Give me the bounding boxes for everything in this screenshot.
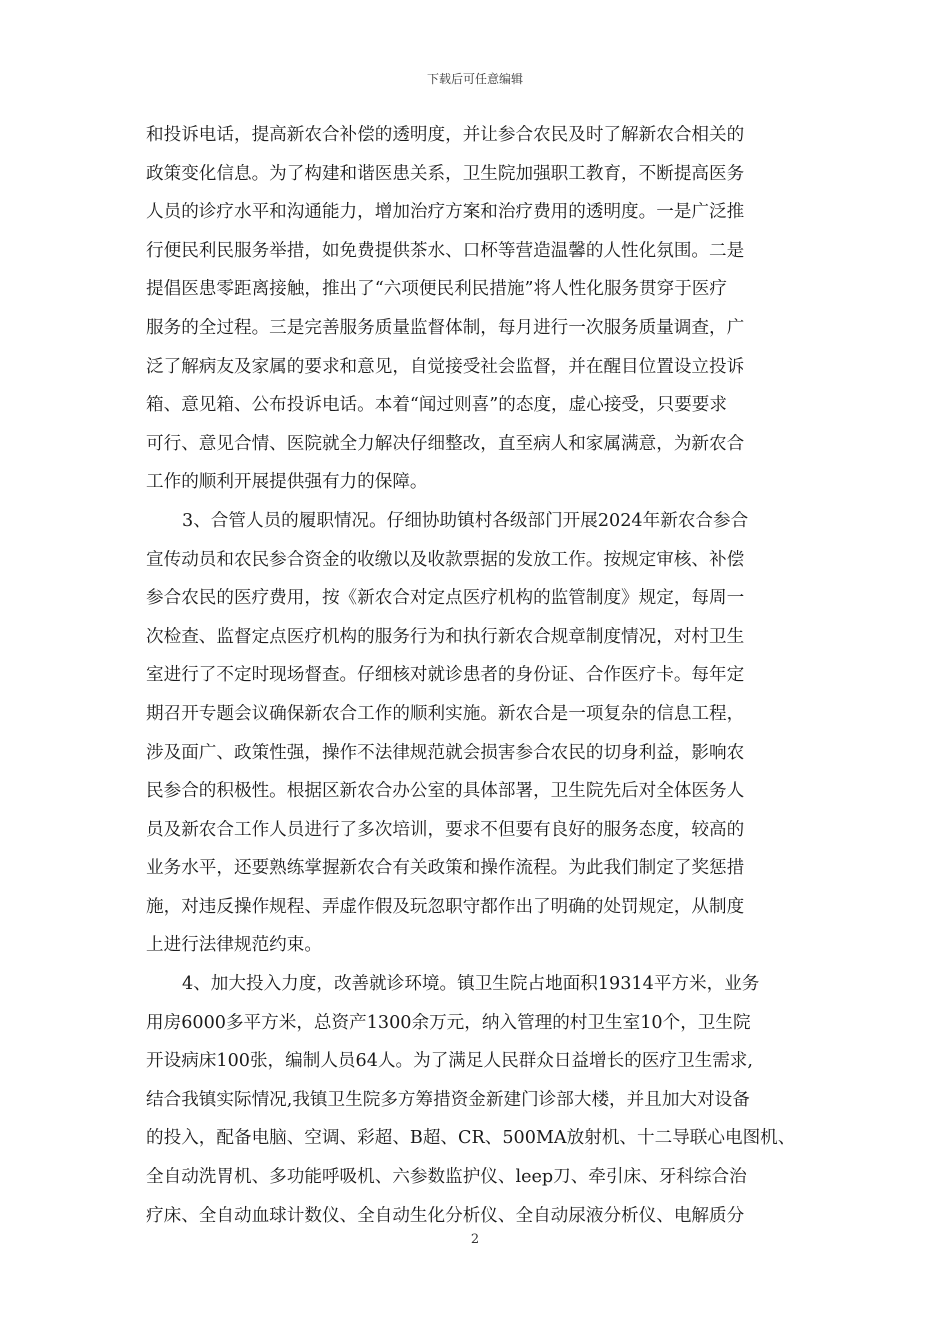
text-line: 行便民利民服务举措，如免费提供茶水、口杯等营造温馨的人性化氛围。二是 [146, 240, 745, 261]
text-line: 民参合的积极性。根据区新农合办公室的具体部署，卫生院先后对全体医务人 [146, 781, 745, 802]
text-line: 业务水平，还要熟练掌握新农合有关政策和操作流程。为此我们制定了奖惩措 [146, 858, 745, 879]
text-line: 用房6000多平方米，总资产1300余万元，纳入管理的村卫生室10个，卫生院 [146, 1012, 751, 1033]
text-line: 泛了解病友及家属的要求和意见，自觉接受社会监督，并在醒目位置设立投诉 [146, 356, 745, 377]
text-line: 疗床、全自动血球计数仪、全自动生化分析仪、全自动尿液分析仪、电解质分 [146, 1205, 745, 1226]
page-number: 2 [470, 1232, 480, 1247]
text-line: 开设病床100张，编制人员64人。为了满足人民群众日益增长的医疗卫生需求, [146, 1051, 753, 1072]
paragraph-start-line: 4、加大投入力度，改善就诊环境。镇卫生院占地面积19314平方米，业务 [182, 974, 760, 995]
text-line: 工作的顺利开展提供强有力的保障。 [146, 472, 428, 493]
text-line: 宣传动员和农民参合资金的收缴以及收款票据的发放工作。按规定审核、补偿 [146, 549, 745, 570]
text-line: 箱、意见箱、公布投诉电话。本着“闻过则喜”的态度，虚心接受，只要要求 [146, 395, 727, 416]
text-line: 全自动洗胃机、多功能呼吸机、六参数监护仪、leep刀、牵引床、牙科综合治 [146, 1167, 747, 1188]
text-line: 次检查、监督定点医疗机构的服务行为和执行新农合规章制度情况，对村卫生 [146, 626, 745, 647]
text-line: 涉及面广、政策性强，操作不法律规范就会损害参合农民的切身利益，影响农 [146, 742, 745, 763]
text-line: 期召开专题会议确保新农合工作的顺利实施。新农合是一项复杂的信息工程， [146, 703, 745, 724]
text-line: 服务的全过程。三是完善服务质量监督体制，每月进行一次服务质量调查，广 [146, 317, 745, 338]
document-body [146, 116, 812, 1235]
text-line: 室进行了不定时现场督查。仔细核对就诊患者的身份证、合作医疗卡。每年定 [146, 665, 745, 686]
text-line: 员及新农合工作人员进行了多次培训，要求不但要有良好的服务态度，较高的 [146, 819, 745, 840]
text-line: 人员的诊疗水平和沟通能力，增加治疗方案和治疗费用的透明度。一是广泛推 [146, 202, 745, 223]
text-line: 结合我镇实际情况,我镇卫生院多方筹措资金新建门诊部大楼，并且加大对设备 [146, 1089, 750, 1110]
text-line: 参合农民的医疗费用，按《新农合对定点医疗机构的监管制度》规定，每周一 [146, 588, 745, 609]
text-line: 提倡医患零距离接触，推出了“六项便民利民措施”将人性化服务贯穿于医疗 [146, 279, 727, 300]
paragraph-start-line: 3、合管人员的履职情况。仔细协助镇村各级部门开展2024年新农合参合 [182, 510, 749, 531]
text-line: 政策变化信息。为了构建和谐医患关系，卫生院加强职工教育，不断提高医务 [146, 163, 745, 184]
text-line: 上进行法律规范约束。 [146, 935, 322, 956]
text-line: 施，对违反操作规程、弄虚作假及玩忽职守都作出了明确的处罚规定，从制度 [146, 896, 745, 917]
text-line: 可行、意见合情、医院就全力解决仔细整改，直至病人和家属满意，为新农合 [146, 433, 745, 454]
text-line: 和投诉电话，提高新农合补偿的透明度，并让参合农民及时了解新农合相关的 [146, 125, 745, 145]
page-header: 下载后可任意编辑 [426, 72, 523, 86]
text-line: 的投入，配备电脑、空调、彩超、B超、CR、500MA放射机、十二导联心电图机、 [146, 1128, 796, 1149]
